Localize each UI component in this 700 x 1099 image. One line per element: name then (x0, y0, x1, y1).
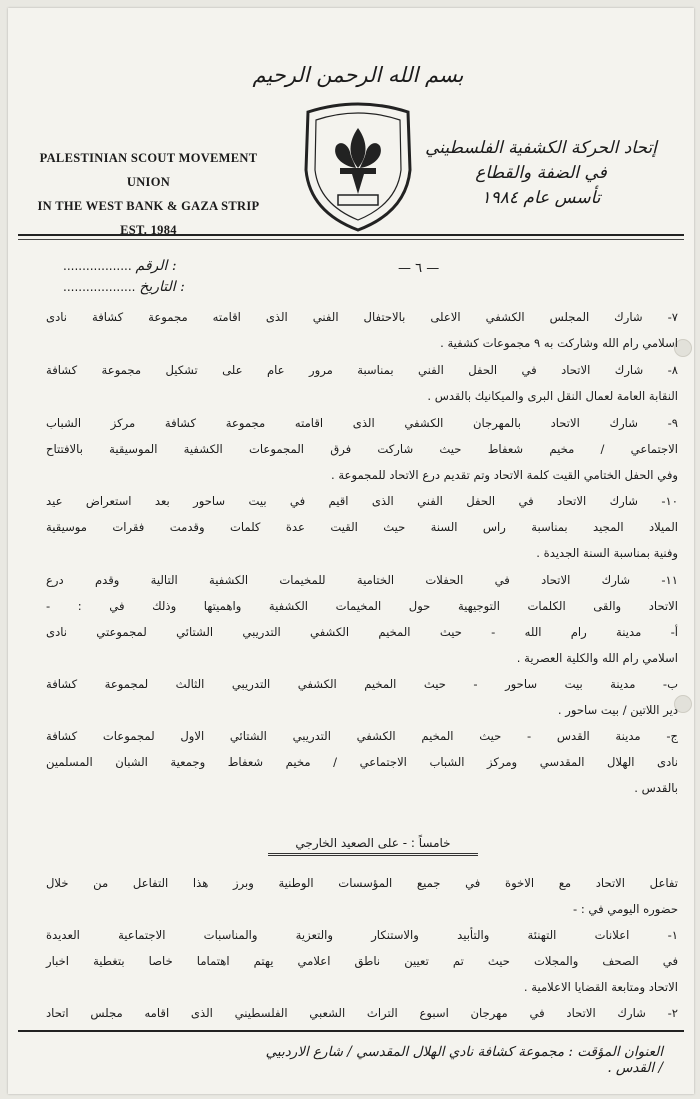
letterhead-english-line: EST. 1984 (120, 223, 177, 237)
body-line: الاتحاد والقى الكلمات التوجيهية حول المخيمات الكشفية واهميتها وذلك في : - (46, 599, 678, 613)
body-line: وفي الحفل الختامي القيت كلمة الاتحاد وتم تقديم درع الاتحاد للمجموعة . (330, 468, 678, 482)
body-line: بالقدس . (634, 781, 678, 795)
reference-number (63, 258, 243, 274)
header-divider-thin (18, 239, 684, 240)
reference-number-value: .................. (63, 259, 132, 273)
body-line: الاتحاد ومتابعة القضايا الاعلامية . (523, 980, 678, 994)
body-line: ٨- شارك الاتحاد في الحفل الفني بمناسبة مرور عام على تشكيل مجموعة كشافة (46, 363, 678, 377)
footer-divider (18, 1030, 684, 1032)
body-line: ١- اعلانات التهنئة والتأبيد والاستنكار والتعزية والمناسبات الاجتماعية العديدة (46, 928, 678, 942)
document-body-continued (46, 870, 678, 1026)
body-line: اسلامي رام الله والكلية العصرية . (516, 651, 678, 665)
body-line: نادى الهلال المقدسي ومركز الشباب الاجتماعي / مخيم شعفاط وجمعية الشبان المسلمين (46, 755, 678, 769)
letterhead-english-line: IN THE WEST BANK & GAZA STRIP (37, 199, 260, 213)
body-line: الاجتماعي / مخيم شعفاط حيث شاركت فرق المجموعات الكشفية الموسيقية بالافتتاح (46, 442, 678, 456)
scout-emblem-icon (298, 100, 418, 235)
body-line: ١٠- شارك الاتحاد في الحفل الفني الذى اقيم في بيت ساحور بعد استعراض عيد (46, 494, 678, 508)
letterhead-arabic (416, 136, 666, 211)
letterhead-english-line: PALESTINIAN SCOUT MOVEMENT UNION (39, 151, 258, 189)
body-line: ج- مدينة القدس - حيث المخيم الكشفي التدريبي الشتائي الاول لمجموعات كشافة (46, 729, 678, 743)
body-line: النقابة العامة لعمال النقل البرى والميكانيك بالقدس . (427, 389, 678, 403)
body-line: حضوره اليومي في : - (572, 902, 678, 916)
body-line: تفاعل الاتحاد مع الاخوة في جميع المؤسسات الوطنية وبرز هذا التفاعل من خلال (46, 876, 678, 890)
document-body (46, 304, 678, 801)
date-value: ................... (63, 280, 136, 294)
body-line: اسلامي رام الله وشاركت به ٩ مجموعات كشفية . (440, 336, 678, 350)
body-line: الميلاد المجيد بمناسبة راس السنة حيث القيت عدة كلمات وقدمت فقرات موسيقية (46, 520, 678, 534)
body-line: أ- مدينة رام الله - حيث المخيم الكشفي التدريبي الشتائي لمجموعتي نادى (46, 625, 678, 639)
date-label: التاريخ : (139, 279, 185, 295)
letterhead-arabic-line: تأسس عام ١٩٨٤ (481, 188, 601, 208)
basmala: بسم الله الرحمن الرحيم (252, 63, 464, 87)
body-line: ٢- شارك الاتحاد في مهرجان اسبوع التراث الشعبي الفلسطيني الذى اقامه مجلس اتحاد (46, 1006, 678, 1020)
letterhead-arabic-line: في الضفة والقطاع (475, 163, 607, 183)
footer-address: العنوان المؤقت : مجموعة كشافة نادي الهلال المقدسي / شارع الاردبيي / القدس . (265, 1044, 663, 1076)
body-line: ١١- شارك الاتحاد في الحفلات الختامية للمخيمات الكشفية التالية وقدم درع (46, 573, 678, 587)
letterhead-english (26, 146, 271, 242)
body-line: وفنية بمناسبة السنة الجديدة . (536, 546, 678, 560)
letterhead-arabic-line: إتحاد الحركة الكشفية الفلسطيني (425, 138, 657, 158)
document-page (8, 8, 694, 1094)
body-line: في الصحف والمجلات حيث تم تعيين ناطق اعلامي يهتم اهتماما خاصا بتغطية اخبار (46, 954, 678, 968)
header-divider (18, 234, 684, 236)
body-line: ٩- شارك الاتحاد بالمهرجان الكشفي الذى اقامته مجموعة كشافة مركز الشباب (46, 416, 678, 430)
date-field (63, 279, 243, 295)
body-line: ب- مدينة بيت ساحور - حيث المخيم الكشفي التدريبي الثالث لمجموعة كشافة (46, 677, 678, 691)
reference-number-label: الرقم : (135, 258, 177, 274)
body-line: دير اللاتين / بيت ساحور . (557, 703, 678, 717)
body-line: ٧- شارك المجلس الكشفي الاعلى بالاحتفال الفني الذى اقامته مجموعة كشافة نادى (46, 310, 678, 324)
page-number: — ٦ — (398, 261, 440, 276)
section-title: خامساً : - على الصعيد الخارجي (268, 836, 478, 856)
